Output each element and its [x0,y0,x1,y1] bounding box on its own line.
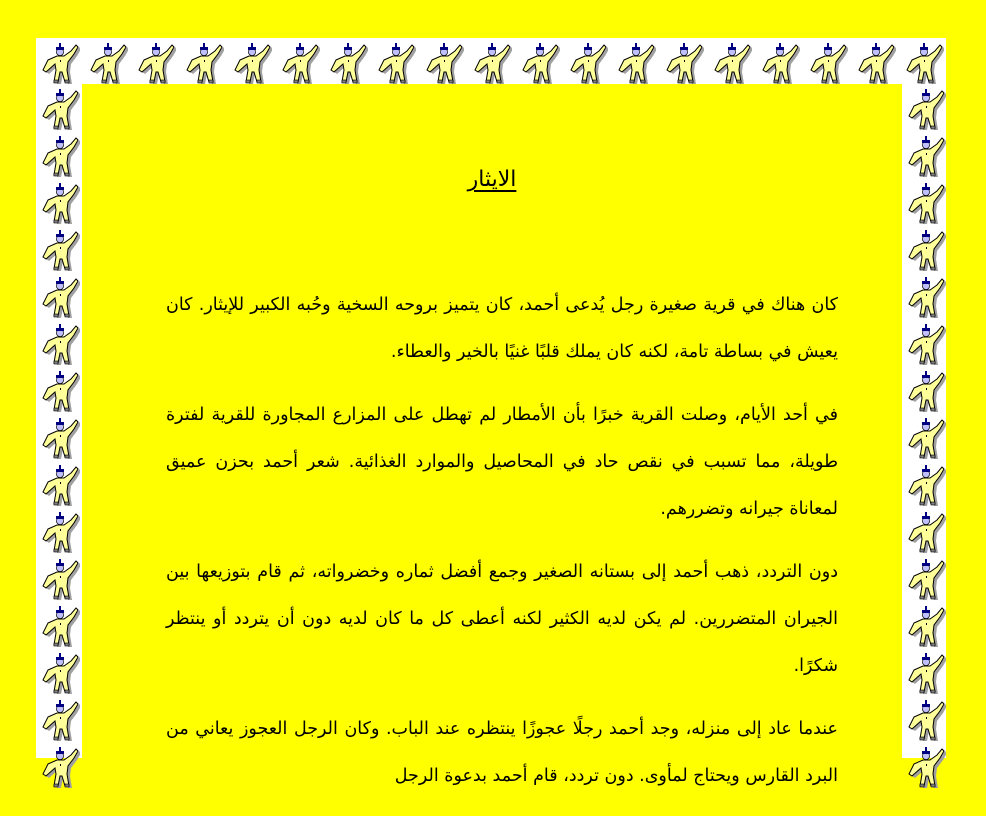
waving-person-icon [38,180,86,227]
page-content-area [82,84,902,786]
waving-person-icon [374,40,422,87]
waving-person-icon [38,227,86,274]
waving-person-icon [904,133,952,180]
waving-person-icon [904,556,952,603]
waving-person-icon [904,509,952,556]
waving-person-icon [758,40,806,87]
waving-person-icon [38,462,86,509]
waving-person-icon [904,650,952,697]
waving-person-icon [38,368,86,415]
waving-person-icon [904,321,952,368]
waving-person-icon [38,415,86,462]
waving-person-icon [710,40,758,87]
waving-person-icon [38,650,86,697]
waving-person-icon [278,40,326,87]
waving-person-icon [904,227,952,274]
waving-person-icon [806,40,854,87]
waving-person-icon [566,40,614,87]
paragraph: دون التردد، ذهب أحمد إلى بستانه الصغير وجمع أفضل ثماره وخضرواته، ثم قام بتوزيعها بين الجيران المتضررين. لم يكن لديه الكثير لكنه أعطى كل ما كان لديه دون أن يتردد أو ينتظر شكرًا. [166,562,838,676]
waving-person-icon [904,462,952,509]
waving-person-icon [182,40,230,87]
waving-person-icon [904,415,952,462]
waving-person-icon [904,744,952,791]
waving-person-icon [38,509,86,556]
waving-person-icon [230,40,278,87]
waving-person-icon [904,86,952,133]
waving-person-icon [422,40,470,87]
waving-person-icon [614,40,662,87]
page-border-left [38,86,86,791]
document-body [166,282,838,816]
waving-person-icon [38,697,86,744]
waving-person-icon [86,40,134,87]
waving-person-icon [38,40,86,87]
waving-person-icon [134,40,182,87]
page-border-right [904,86,952,791]
waving-person-icon [470,40,518,87]
waving-person-icon [662,40,710,87]
page-border-top [38,40,950,87]
waving-person-icon [854,40,902,87]
waving-person-icon [326,40,374,87]
waving-person-icon [904,274,952,321]
waving-person-icon [38,133,86,180]
waving-person-icon [904,603,952,650]
document-title: الايثار [467,167,517,192]
waving-person-icon [38,86,86,133]
waving-person-icon [518,40,566,87]
waving-person-icon [38,321,86,368]
waving-person-icon [904,697,952,744]
waving-person-icon [38,274,86,321]
waving-person-icon [902,40,950,87]
paragraph: كان هناك في قرية صغيرة رجل يُدعى أحمد، كان يتميز بروحه السخية وحُبه الكبير للإيثار. كان يعيش في بساطة تامة، لكنه كان يملك قلبًا غنيًا بالخير والعطاء. [166,295,838,362]
waving-person-icon [38,603,86,650]
paragraph: عندما عاد إلى منزله، وجد أحمد رجلًا عجوزًا ينتظره عند الباب. وكان الرجل العجوز يعاني من البرد القارس ويحتاج لمأوى. دون تردد، قام أحمد بدعوة الرجل [166,719,838,786]
waving-person-icon [904,180,952,227]
paragraph: في أحد الأيام، وصلت القرية خبرًا بأن الأمطار لم تهطل على المزارع المجاورة للقرية لفترة طويلة، مما تسبب في نقص حاد في المحاصيل والموارد الغذائية. شعر أحمد بحزن عميق لمعاناة جيرانه وتضررهم. [166,405,838,519]
waving-person-icon [38,744,86,791]
document-page [36,38,946,786]
waving-person-icon [904,368,952,415]
waving-person-icon [38,556,86,603]
